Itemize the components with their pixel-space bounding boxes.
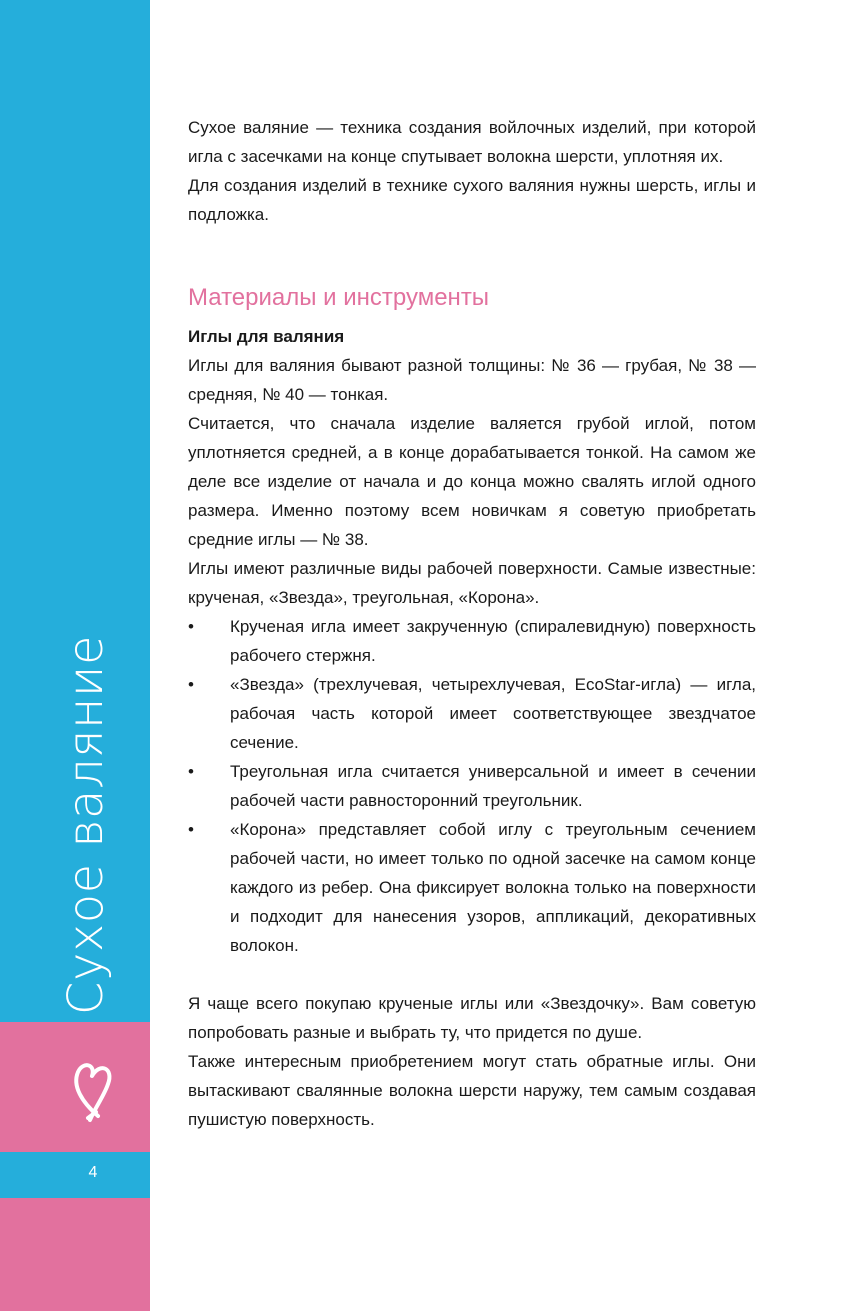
list-item-text: «Корона» представляет собой иглу с треугольным сечением рабочей части, но имеет только по одной засечке на самом конце каждого из ребер. Она фиксирует волокна только на поверхности и подходит для нанесения узоров, аппликаций, декоративных волокон. — [230, 820, 756, 955]
body-paragraph: Иглы для валяния бывают разной толщины: № 36 — грубая, № 38 — средняя, № 40 — тонкая. — [188, 356, 756, 404]
bullet-icon: • — [188, 617, 194, 636]
list-item-text: «Звезда» (трехлучевая, четырехлучевая, EcoStar-игла) — игла, рабочая часть которой имеет соответствующее звездчатое сечение. — [230, 675, 756, 752]
list-item — [188, 670, 756, 757]
heart-outline-icon — [68, 1028, 116, 1124]
bullet-icon: • — [188, 762, 194, 781]
list-item-text: Крученая игла имеет закрученную (спиралевидную) поверхность рабочего стержня. — [230, 617, 756, 665]
intro-paragraph: Для создания изделий в технике сухого валяния нужны шерсть, иглы и подложка. — [188, 176, 756, 224]
subheading: Иглы для валяния — [188, 327, 345, 346]
page-number: 4 — [88, 1164, 98, 1181]
list-item — [188, 815, 756, 960]
list-item — [188, 757, 756, 815]
main-text — [188, 113, 756, 1134]
section-title: Материалы и инструменты — [188, 284, 490, 311]
closing-paragraph: Также интересным приобретением могут стать обратные иглы. Они вытаскивают свалянные волокна шерсти наружу, тем самым создавая пушистую поверхность. — [188, 1052, 756, 1129]
closing-paragraph: Я чаще всего покупаю крученые иглы или «Звездочку». Вам советую попробовать разные и выбрать ту, что придется по душе. — [188, 994, 756, 1042]
sidebar — [0, 0, 150, 1311]
body-paragraph: Считается, что сначала изделие валяется грубой иглой, потом уплотняется средней, а в конце дорабатывается тонкой. На самом же деле все изделие от начала и до конца можно свалять иглой одного размера. Именно поэтому всем новичкам я советую приобретать средние иглы — № 38. — [188, 414, 756, 549]
list-item — [188, 612, 756, 670]
sidebar-pink-bottom-band — [0, 1198, 150, 1311]
vertical-book-title: Сухое валяние — [58, 634, 114, 1016]
body-paragraph: Иглы имеют различные виды рабочей поверхности. Самые известные: крученая, «Звезда», треугольная, «Корона». — [188, 559, 756, 607]
bullet-icon: • — [188, 675, 194, 694]
needle-types-list — [188, 612, 756, 960]
list-item-text: Треугольная игла считается универсальной и имеет в сечении рабочей части равносторонний треугольник. — [230, 762, 756, 810]
intro-paragraph: Сухое валяние — техника создания войлочных изделий, при которой игла с засечками на конце спутывает волокна шерсти, уплотняя их. — [188, 118, 756, 166]
bullet-icon: • — [188, 820, 194, 839]
